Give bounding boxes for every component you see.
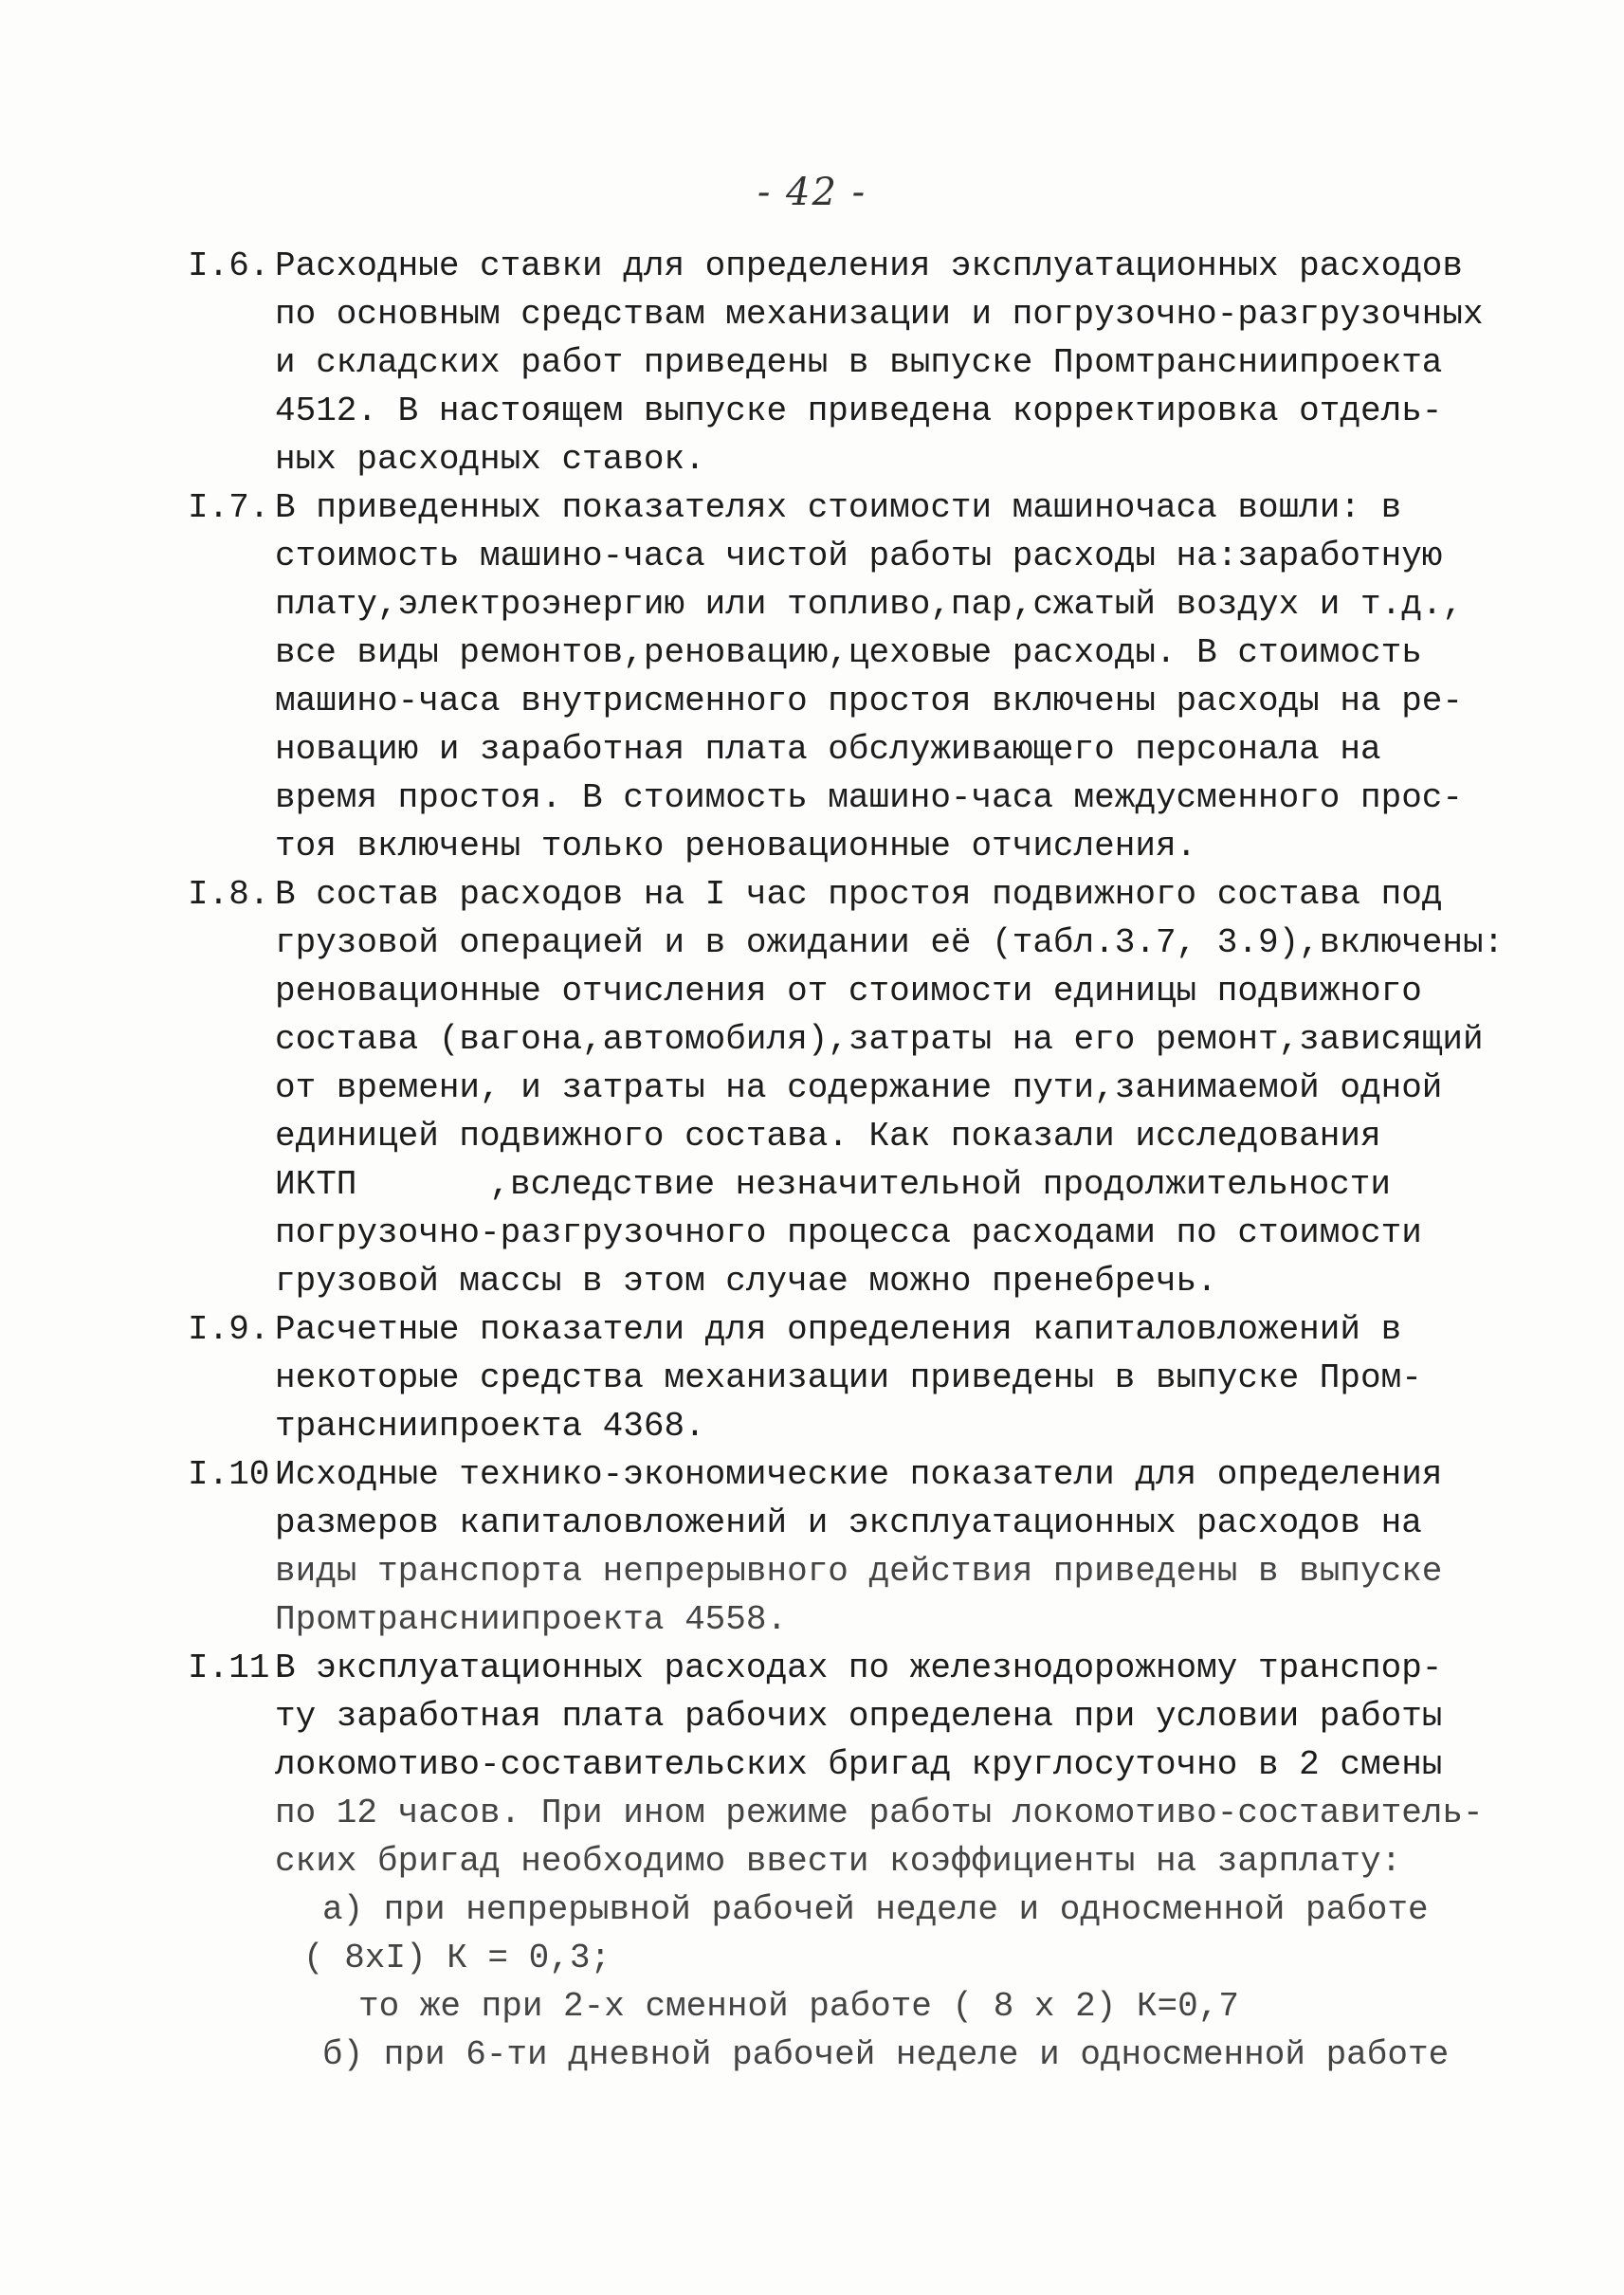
paragraph-line: реновационные отчисления от стоимости единицы подвижного	[275, 972, 1422, 1011]
paragraph-number: I.7.	[188, 488, 270, 527]
paragraph-1-11	[188, 1644, 1496, 2079]
paragraph-line: трансниипроекта 4368.	[275, 1407, 705, 1446]
paragraph-line: грузовой массы в этом случае можно пренебречь.	[275, 1262, 1217, 1301]
paragraph-line-iktp	[275, 1160, 1496, 1209]
paragraph-line: по 12 часов. При ином режиме работы локомотиво-составитель-	[275, 1794, 1484, 1832]
paragraph-number: I.9.	[188, 1310, 270, 1349]
paragraph-line: единицей подвижного состава. Как показали исследования	[275, 1117, 1381, 1156]
paragraph-line: машино-часа внутрисменного простоя включены расходы на ре-	[275, 682, 1464, 720]
paragraph-line: время простоя. В стоимость машино-часа междусменного прос-	[275, 778, 1464, 817]
paragraph-line: от времени, и затраты на содержание пути,занимаемой одной	[275, 1068, 1443, 1107]
paragraph-number: I.10.	[188, 1455, 291, 1494]
paragraph-number: I.11.	[188, 1648, 291, 1687]
paragraph-line: ту заработная плата рабочих определена при условии работы	[275, 1697, 1443, 1736]
iktp-abbreviation: ИКТП	[275, 1165, 357, 1204]
item-a-coefficient: ( 8хI) К = 0,3;	[303, 1939, 611, 1977]
paragraph-line: Промтрансниипроекта 4558.	[275, 1600, 788, 1639]
item-b-line: б) при 6-ти дневной рабочей неделе и односменной работе	[322, 2035, 1450, 2074]
paragraph-line: размеров капиталовложений и эксплуатационных расходов на	[275, 1503, 1422, 1542]
paragraph-1-8	[188, 870, 1505, 1305]
paragraph-line: В эксплуатационных расходах по железнодорожному транспор-	[275, 1648, 1443, 1687]
paragraph-line: стоимость машино-часа чистой работы расходы на:заработную	[275, 537, 1443, 575]
paragraph-line: ных расходных ставок.	[275, 440, 705, 479]
paragraph-line: тоя включены только реновационные отчисления.	[275, 827, 1197, 865]
paragraph-number: I.6.	[188, 246, 270, 285]
paragraph-1-10	[188, 1450, 1496, 1644]
paragraph-1-6	[188, 242, 1496, 483]
paragraph-line: Исходные технико-экономические показатели для определения	[275, 1455, 1443, 1494]
paragraph-line: некоторые средства механизации приведены в выпуске Пром-	[275, 1358, 1422, 1397]
paragraph-line: состава (вагона,автомобиля),затраты на его ремонт,зависящий	[275, 1020, 1484, 1059]
paragraph-1-7	[188, 483, 1496, 870]
page-number: - 42 -	[757, 171, 867, 214]
paragraph-line: 4512. В настоящем выпуске приведена корректировка отдель-	[275, 392, 1443, 430]
paragraph-line: В состав расходов на I час простоя подвижного состава под	[275, 875, 1443, 914]
paragraph-line: новацию и заработная плата обслуживающего персонала на	[275, 730, 1381, 769]
item-a-two-shift: то же при 2-х сменной работе ( 8 х 2) К=0,7	[358, 1987, 1239, 2026]
paragraph-line: виды транспорта непрерывного действия приведены в выпуске	[275, 1552, 1443, 1591]
paragraph-line: Расчетные показатели для определения капиталовложений в	[275, 1310, 1402, 1349]
paragraph-line: грузовой операцией и в ожидании её (табл.3.7, 3.9),включены:	[275, 923, 1505, 962]
paragraph-1-9	[188, 1305, 1496, 1450]
paragraph-line: погрузочно-разгрузочного процесса расходами по стоимости	[275, 1213, 1422, 1252]
paragraph-number: I.8.	[188, 875, 270, 914]
paragraph-line: Расходные ставки для определения эксплуатационных расходов	[275, 246, 1464, 285]
paragraph-line: локомотиво-составительских бригад круглосуточно в 2 смены	[275, 1745, 1443, 1784]
paragraph-line: по основным средствам механизации и погрузочно-разгрузочных	[275, 295, 1484, 334]
paragraph-line: В приведенных показателях стоимости машиночаса вошли: в	[275, 488, 1402, 527]
paragraph-line: и складских работ приведены в выпуске Промтрансниипроекта	[275, 343, 1443, 382]
paragraph-line: плату,электроэнергию или топливо,пар,сжатый воздух и т.д.,	[275, 585, 1464, 624]
item-a-line: а) при непрерывной рабочей неделе и односменной работе	[322, 1890, 1429, 1929]
paragraph-line: все виды ремонтов,реновацию,цеховые расходы. В стоимость	[275, 633, 1422, 672]
paragraph-line: ских бригад необходимо ввести коэффициенты на зарплату:	[275, 1842, 1402, 1881]
iktp-line-text: ,вследствие незначительной продолжительности	[489, 1165, 1391, 1204]
document-body	[188, 242, 1505, 2079]
